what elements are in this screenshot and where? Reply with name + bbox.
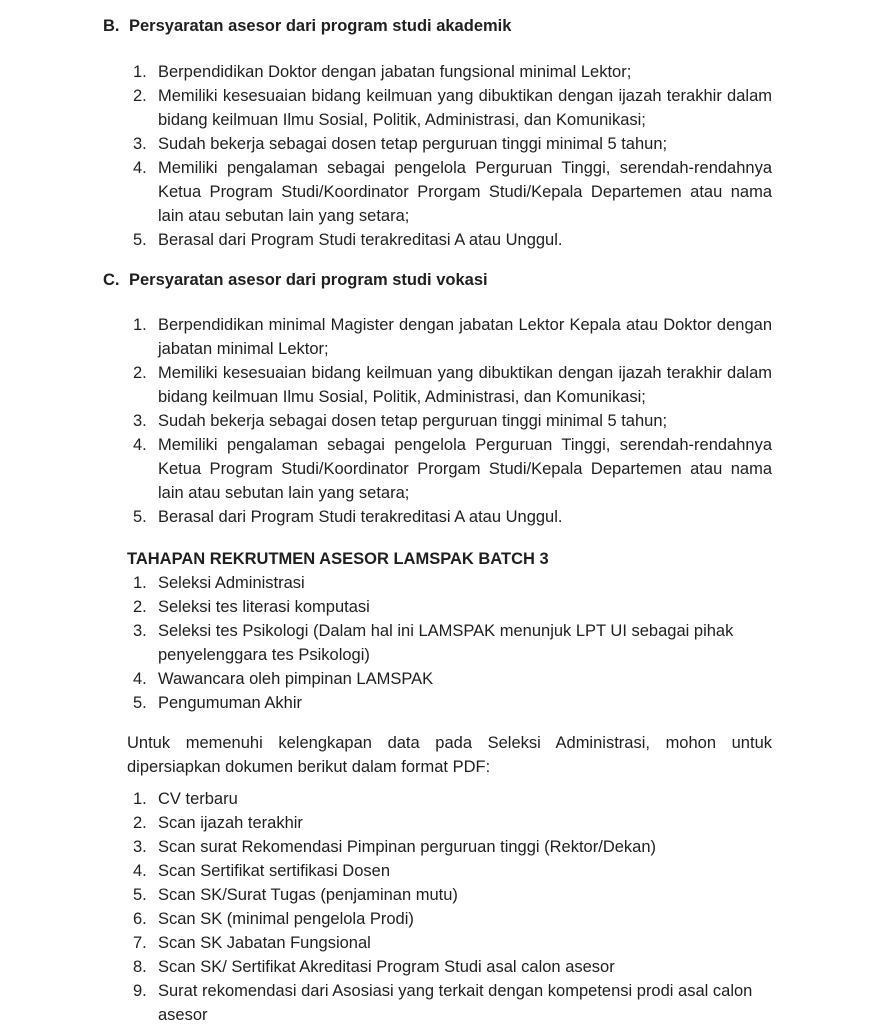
section-b-heading (0, 14, 877, 38)
list-item-number: 4. (133, 159, 147, 177)
list-item (103, 60, 772, 84)
list-item-number: 1. (133, 316, 147, 334)
list-item-text: Wawancara oleh pimpinan LAMSPAK (158, 670, 434, 688)
list-item (103, 907, 772, 931)
list-item-text: Scan SK/ Sertifikat Akreditasi Program Studi asal calon asesor (158, 958, 615, 976)
list-item-text: Berpendidikan minimal Magister dengan jabatan Lektor Kepala atau Doktor dengan jabatan minimal Lektor; (158, 316, 772, 358)
list-item (103, 835, 772, 859)
list-item-number: 3. (133, 622, 147, 640)
list-item (103, 409, 772, 433)
list-item-text: Scan Sertifikat sertifikasi Dosen (158, 862, 391, 880)
list-item-text: Sudah bekerja sebagai dosen tetap perguruan tinggi minimal 5 tahun; (158, 412, 668, 430)
list-item (103, 859, 772, 883)
list-item-number: 4. (133, 670, 147, 688)
list-item-text: Berpendidikan Doktor dengan jabatan fungsional minimal Lektor; (158, 63, 632, 81)
list-item (103, 228, 772, 252)
section-c-title: Persyaratan asesor dari program studi vokasi (129, 271, 488, 289)
list-item-number: 5. (133, 694, 147, 712)
list-item-text: Scan SK (minimal pengelola Prodi) (158, 910, 414, 928)
section-c-heading (0, 268, 877, 292)
list-item-number: 8. (133, 958, 147, 976)
list-item-text: Scan surat Rekomendasi Pimpinan perguruan tinggi (Rektor/Dekan) (158, 838, 657, 856)
tahapan-list (103, 571, 772, 715)
list-item-number: 2. (133, 598, 147, 616)
list-item-text: Memiliki pengalaman sebagai pengelola Perguruan Tinggi, serendah-rendahnya Ketua Program Studi/Koordinator Prorgam Studi/Kepala Departemen atau nama lain atau sebutan lain yang setara; (158, 436, 772, 502)
list-item-number: 1. (133, 63, 147, 81)
list-item-text: Scan ijazah terakhir (158, 814, 303, 832)
list-item (103, 979, 772, 1027)
list-item (103, 931, 772, 955)
list-item (103, 619, 772, 667)
list-item-text: Scan SK/Surat Tugas (penjaminan mutu) (158, 886, 458, 904)
list-item-text: Seleksi tes literasi komputasi (158, 598, 370, 616)
list-item-text: Memiliki kesesuaian bidang keilmuan yang dibuktikan dengan ijazah terakhir dalam bidang keilmuan Ilmu Sosial, Politik, Administrasi, dan Komunikasi; (158, 87, 772, 129)
list-item-number: 4. (133, 436, 147, 454)
list-item-number: 7. (133, 934, 147, 952)
list-item (103, 595, 772, 619)
list-item-number: 3. (133, 838, 147, 856)
list-item (103, 691, 772, 715)
list-item-number: 5. (133, 231, 147, 249)
list-item (103, 883, 772, 907)
list-item (103, 955, 772, 979)
intro-paragraph: Untuk memenuhi kelengkapan data pada Seleksi Administrasi, mohon untuk dipersiapkan dokumen berikut dalam format PDF: (127, 734, 772, 776)
list-item-text: CV terbaru (158, 790, 238, 808)
section-b-label: B. (103, 17, 120, 35)
list-item-number: 2. (133, 364, 147, 382)
list-item-text: Sudah bekerja sebagai dosen tetap perguruan tinggi minimal 5 tahun; (158, 135, 668, 153)
list-item-text: Surat rekomendasi dari Asosiasi yang terkait dengan kompetensi prodi asal calon asesor (158, 982, 753, 1024)
list-item (103, 132, 772, 156)
list-item-number: 5. (133, 886, 147, 904)
section-c-label: C. (103, 271, 120, 289)
section-b-list (103, 60, 772, 252)
list-item (103, 313, 772, 361)
list-item (103, 84, 772, 132)
list-item-text: Scan SK Jabatan Fungsional (158, 934, 371, 952)
list-item-number: 6. (133, 910, 147, 928)
list-item-number: 2. (133, 87, 147, 105)
list-item-number: 3. (133, 412, 147, 430)
section-b-title: Persyaratan asesor dari program studi akademik (129, 17, 512, 35)
list-item-text: Seleksi Administrasi (158, 574, 305, 592)
section-c-list (103, 313, 772, 529)
list-item-text: Berasal dari Program Studi terakreditasi A atau Unggul. (158, 508, 563, 526)
list-item-text: Berasal dari Program Studi terakreditasi A atau Unggul. (158, 231, 563, 249)
list-item-text: Memiliki kesesuaian bidang keilmuan yang dibuktikan dengan ijazah terakhir dalam bidang keilmuan Ilmu Sosial, Politik, Administrasi, dan Komunikasi; (158, 364, 772, 406)
list-item-number: 1. (133, 574, 147, 592)
list-item-number: 9. (133, 982, 147, 1000)
list-item-number: 5. (133, 508, 147, 526)
list-item (103, 787, 772, 811)
tahapan-heading: TAHAPAN REKRUTMEN ASESOR LAMSPAK BATCH 3 (127, 550, 549, 568)
list-item (103, 811, 772, 835)
list-item (103, 667, 772, 691)
list-item (103, 433, 772, 505)
list-item (103, 156, 772, 228)
list-item-text: Memiliki pengalaman sebagai pengelola Perguruan Tinggi, serendah-rendahnya Ketua Program Studi/Koordinator Prorgam Studi/Kepala Departemen atau nama lain atau sebutan lain yang setara; (158, 159, 772, 225)
list-item-text: Seleksi tes Psikologi (Dalam hal ini LAMSPAK menunjuk LPT UI sebagai pihak penyelenggara tes Psikologi) (158, 622, 734, 664)
list-item-number: 4. (133, 862, 147, 880)
list-item (103, 505, 772, 529)
list-item (103, 571, 772, 595)
list-item (103, 361, 772, 409)
documents-list (103, 787, 772, 1027)
list-item-number: 1. (133, 790, 147, 808)
list-item-number: 3. (133, 135, 147, 153)
list-item-text: Pengumuman Akhir (158, 694, 302, 712)
list-item-number: 2. (133, 814, 147, 832)
